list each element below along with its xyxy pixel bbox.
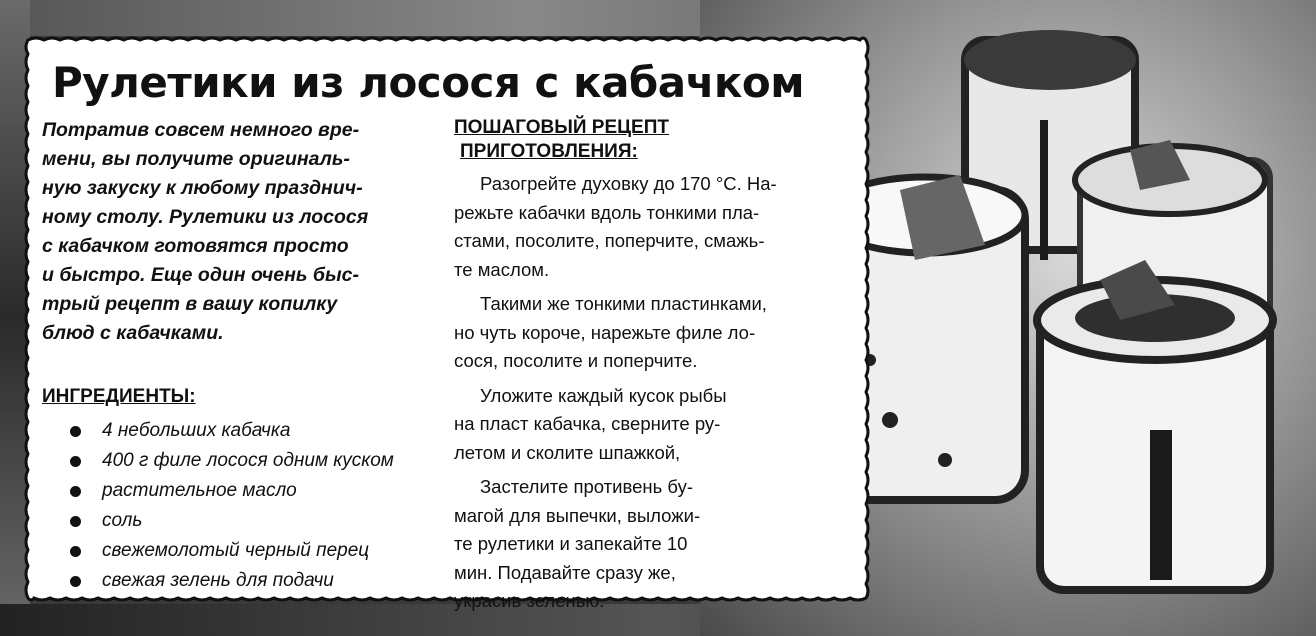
step-line: сося, посолите и поперчите. — [454, 350, 698, 371]
ingredient-item: свежая зелень для подачи — [66, 566, 394, 596]
steps-heading-line: ПОШАГОВЫЙ РЕЦЕПТ — [454, 117, 669, 138]
step-line: Такими же тонкими пластинками, — [480, 293, 767, 314]
ingredients-heading: ИНГРЕДИЕНТЫ: — [42, 386, 196, 407]
step-line: те маслом. — [454, 258, 550, 280]
ingredient-item: 400 г филе лосося одним куском — [66, 446, 394, 476]
step-line: Уложите каждый кусок рыбы — [480, 384, 727, 406]
intro-line: с кабачком готовятся просто — [42, 235, 349, 257]
intro-line: мени, вы получите оригиналь- — [42, 148, 350, 170]
intro-line: трый рецепт в вашу копилку — [42, 293, 338, 315]
step-line: украсив зеленью. — [454, 590, 605, 611]
ingredient-item: 4 небольших кабачка — [66, 416, 394, 446]
step-paragraph — [454, 170, 808, 284]
step-line: летом и сколите шпажкой, — [454, 441, 681, 463]
intro-line: блюд с кабачками. — [42, 322, 224, 344]
step-paragraph — [454, 473, 808, 616]
steps-text — [454, 170, 808, 622]
ingredients-list — [66, 416, 394, 596]
steps-heading-line: ПРИГОТОВЛЕНИЯ: — [460, 141, 638, 162]
recipe-card — [22, 34, 872, 611]
step-line: режьте кабачки вдоль тонкими пла- — [454, 201, 760, 223]
intro-line: ному столу. Рулетики из лосося — [42, 206, 369, 228]
ingredient-item: растительное масло — [66, 476, 394, 506]
ingredient-item: соль — [66, 506, 394, 536]
step-line: на пласт кабачка, сверните ру- — [454, 413, 721, 434]
step-line: но чуть короче, нарежьте филе ло- — [454, 321, 756, 343]
step-paragraph — [454, 382, 808, 468]
recipe-title: Рулетики из лосося с кабачком — [52, 58, 805, 107]
step-line: мин. Подавайте сразу же, — [454, 561, 676, 583]
step-line: магой для выпечки, выложи- — [454, 504, 701, 526]
steps-heading — [454, 116, 669, 164]
step-line: стами, посолите, поперчите, смажь- — [454, 230, 765, 251]
step-line: Застелите противень бу- — [480, 476, 693, 497]
intro-line: Потратив совсем немного вре- — [42, 119, 360, 141]
ingredient-item: свежемолотый черный перец — [66, 536, 394, 566]
step-line: те рулетики и запекайте 10 — [454, 533, 688, 554]
intro-line: и быстро. Еще один очень быс- — [42, 264, 359, 286]
step-paragraph — [454, 290, 808, 376]
intro-paragraph — [42, 116, 428, 348]
intro-line: ную закуску к любому празднич- — [42, 177, 363, 199]
step-line: Разогрейте духовку до 170 °С. На- — [480, 173, 777, 194]
